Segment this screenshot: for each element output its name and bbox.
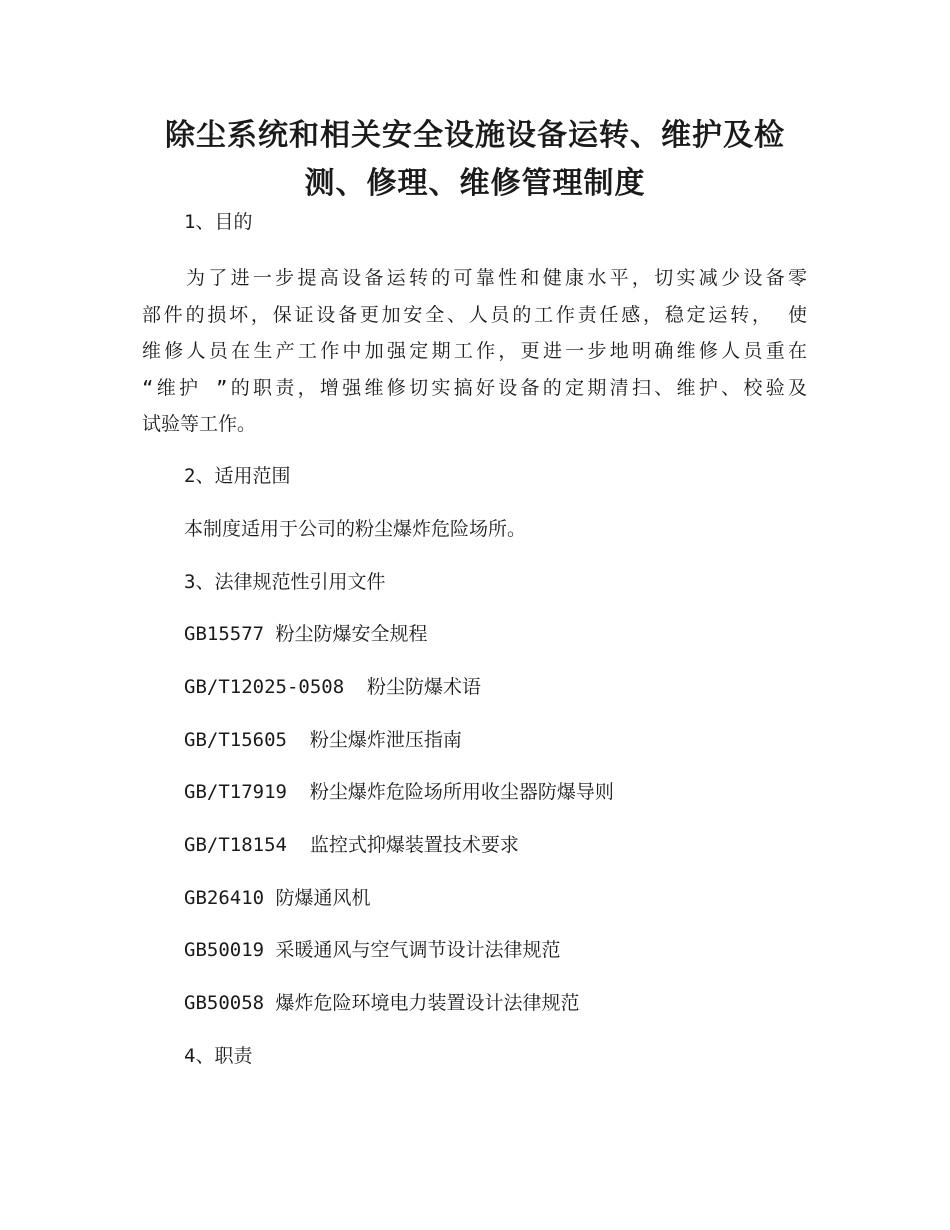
reference-item: GB15577 粉尘防爆安全规程 [184, 623, 428, 645]
paragraph-line: 试验等工作。 [142, 413, 257, 436]
scope-text: 本制度适用于公司的粉尘爆炸危险场所。 [184, 518, 527, 540]
paragraph-line: 维修人员在生产工作中加强定期工作，更进一步地明确维修人员重在 [142, 340, 807, 363]
reference-item: GB/T12025-0508 粉尘防爆术语 [184, 676, 482, 698]
reference-item: GB/T18154 监控式抑爆装置技术要求 [184, 834, 519, 856]
reference-item: GB/T15605 粉尘爆炸泄压指南 [184, 729, 462, 751]
title-line: 测、修理、维修管理制度 [304, 166, 646, 201]
section-heading-purpose: 1、目的 [184, 211, 253, 233]
reference-item: GB26410 防爆通风机 [184, 887, 371, 909]
reference-item: GB50058 爆炸危险环境电力装置设计法律规范 [184, 992, 580, 1014]
section-heading-scope: 2、适用范围 [184, 465, 291, 487]
document-title [140, 112, 810, 208]
purpose-paragraph [142, 260, 807, 443]
section-heading-responsibilities: 4、职责 [184, 1045, 253, 1067]
paragraph-line: 部件的损坏，保证设备更加安全、人员的工作责任感，稳定运转， 使 [142, 303, 807, 326]
reference-item: GB50019 采暖通风与空气调节设计法律规范 [184, 939, 561, 961]
paragraph-line: “维护 ”的职责，增强维修切实搞好设备的定期清扫、维护、校验及 [142, 376, 807, 399]
paragraph-line: 为了进一步提高设备运转的可靠性和健康水平，切实减少设备零 [186, 267, 807, 289]
reference-item: GB/T17919 粉尘爆炸危险场所用收尘器防爆导则 [184, 781, 614, 803]
section-heading-references: 3、法律规范性引用文件 [184, 571, 386, 593]
title-line: 除尘系统和相关安全设施设备运转、维护及检 [165, 118, 785, 153]
